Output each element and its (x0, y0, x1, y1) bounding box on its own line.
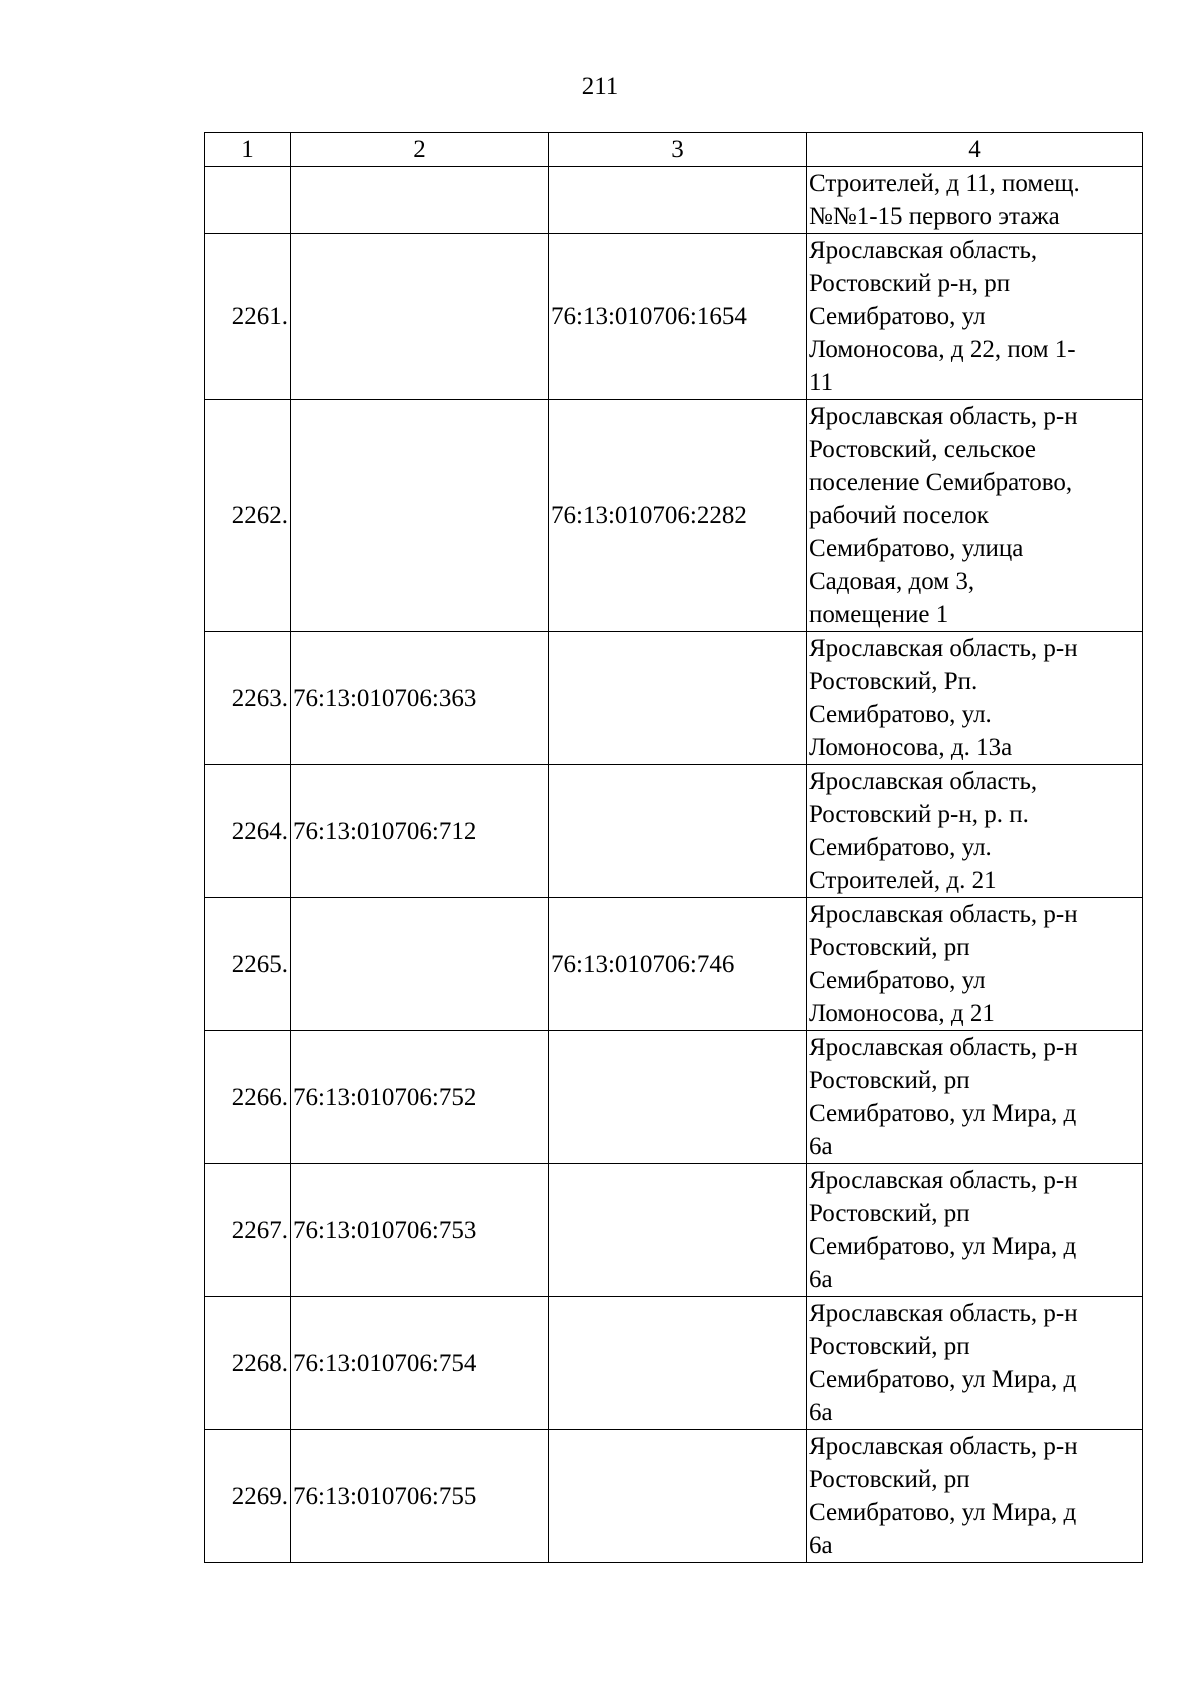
row-number-cell: 2261. (205, 234, 291, 400)
address-cell (807, 400, 1143, 632)
address-cell (807, 1430, 1143, 1563)
cadastral-number-cell: 76:13:010706:753 (291, 1164, 549, 1297)
address-cell (807, 765, 1143, 898)
address-line: 6а (809, 1133, 833, 1160)
cadastral-number-cell (549, 1430, 807, 1563)
address-line: Ярославская область, р-н (809, 1034, 1078, 1061)
page-number: 211 (581, 73, 619, 100)
address-cell (807, 898, 1143, 1031)
address-cell (807, 167, 1143, 234)
row-number-cell: 2267. (205, 1164, 291, 1297)
address-line: Семибратово, ул. (809, 701, 992, 728)
address-line: Ростовский, рп (809, 1333, 970, 1360)
address-line: Ярославская область, (809, 768, 1038, 795)
address-line: Семибратово, улица (809, 535, 1024, 562)
table-row (205, 234, 1143, 400)
cadastral-number-cell (291, 898, 549, 1031)
address-line: 11 (809, 369, 834, 396)
row-number-cell: 2262. (205, 400, 291, 632)
cadastral-number-cell: 76:13:010706:755 (291, 1430, 549, 1563)
row-number-cell: 2269. (205, 1430, 291, 1563)
table-row (205, 1164, 1143, 1297)
row-number-cell: 2265. (205, 898, 291, 1031)
header-row (205, 133, 1143, 167)
cadastral-number-cell (549, 167, 807, 234)
data-table (204, 132, 1143, 1563)
table-row (205, 400, 1143, 632)
address-line: Ростовский, сельское (809, 436, 1037, 463)
address-line: Ярославская область, р-н (809, 403, 1078, 430)
address-cell (807, 632, 1143, 765)
table-row (205, 1031, 1143, 1164)
table-row (205, 1297, 1143, 1430)
table-row (205, 167, 1143, 234)
address-line: Ломоносова, д 22, пом 1- (809, 336, 1076, 363)
row-number-cell: 2266. (205, 1031, 291, 1164)
address-line: Садовая, дом 3, (809, 568, 975, 595)
address-line: рабочий поселок (809, 502, 989, 529)
address-cell (807, 1164, 1143, 1297)
cadastral-number-cell: 76:13:010706:363 (291, 632, 549, 765)
address-line: Строителей, д. 21 (809, 867, 997, 894)
column-header-4: 4 (807, 133, 1143, 167)
table-row (205, 898, 1143, 1031)
row-number-cell: 2263. (205, 632, 291, 765)
address-line: Ростовский р-н, рп (809, 270, 1011, 297)
address-line: Ростовский, рп (809, 1466, 970, 1493)
address-line: поселение Семибратово, (809, 469, 1073, 496)
address-line: Семибратово, ул Мира, д (809, 1233, 1077, 1260)
address-line: 6а (809, 1399, 833, 1426)
cadastral-number-cell: 76:13:010706:746 (549, 898, 807, 1031)
cadastral-number-cell: 76:13:010706:712 (291, 765, 549, 898)
address-line: Семибратово, ул. (809, 834, 992, 861)
table-row (205, 765, 1143, 898)
table-row (205, 632, 1143, 765)
address-line: Ростовский, рп (809, 1200, 970, 1227)
cadastral-number-cell: 76:13:010706:754 (291, 1297, 549, 1430)
cadastral-number-cell (549, 1297, 807, 1430)
cadastral-number-cell (549, 1164, 807, 1297)
address-cell (807, 234, 1143, 400)
cadastral-number-cell (291, 167, 549, 234)
address-line: Семибратово, ул Мира, д (809, 1100, 1077, 1127)
address-line: Ярославская область, р-н (809, 1433, 1078, 1460)
address-line: Ярославская область, р-н (809, 635, 1078, 662)
cadastral-number-cell (549, 765, 807, 898)
column-header-2: 2 (291, 133, 549, 167)
cadastral-number-cell (549, 632, 807, 765)
address-line: 6а (809, 1266, 833, 1293)
address-line: Семибратово, ул (809, 303, 986, 330)
address-line: Семибратово, ул Мира, д (809, 1366, 1077, 1393)
address-line: Ростовский, Рп. (809, 668, 978, 695)
address-line: помещение 1 (809, 601, 949, 628)
cadastral-number-cell: 76:13:010706:752 (291, 1031, 549, 1164)
address-line: Ломоносова, д. 13а (809, 734, 1013, 761)
cadastral-number-cell (291, 400, 549, 632)
address-line: Ростовский, рп (809, 934, 970, 961)
address-line: Ярославская область, р-н (809, 1300, 1078, 1327)
address-line: №№1-15 первого этажа (809, 203, 1060, 230)
address-cell (807, 1031, 1143, 1164)
cadastral-number-cell (291, 234, 549, 400)
row-number-cell: 2268. (205, 1297, 291, 1430)
address-cell (807, 1297, 1143, 1430)
row-number-cell (205, 167, 291, 234)
cadastral-number-cell: 76:13:010706:2282 (549, 400, 807, 632)
row-number-cell: 2264. (205, 765, 291, 898)
address-line: Ростовский р-н, р. п. (809, 801, 1029, 828)
address-line: 6а (809, 1532, 833, 1559)
address-line: Ломоносова, д 21 (809, 1000, 995, 1027)
address-line: Семибратово, ул Мира, д (809, 1499, 1077, 1526)
address-line: Семибратово, ул (809, 967, 986, 994)
table-row (205, 1430, 1143, 1563)
address-line: Строителей, д 11, помещ. (809, 170, 1080, 197)
address-line: Ярославская область, (809, 237, 1038, 264)
cadastral-number-cell: 76:13:010706:1654 (549, 234, 807, 400)
column-header-3: 3 (549, 133, 807, 167)
address-line: Ярославская область, р-н (809, 1167, 1078, 1194)
address-line: Ярославская область, р-н (809, 901, 1078, 928)
column-header-1: 1 (205, 133, 291, 167)
address-line: Ростовский, рп (809, 1067, 970, 1094)
cadastral-number-cell (549, 1031, 807, 1164)
